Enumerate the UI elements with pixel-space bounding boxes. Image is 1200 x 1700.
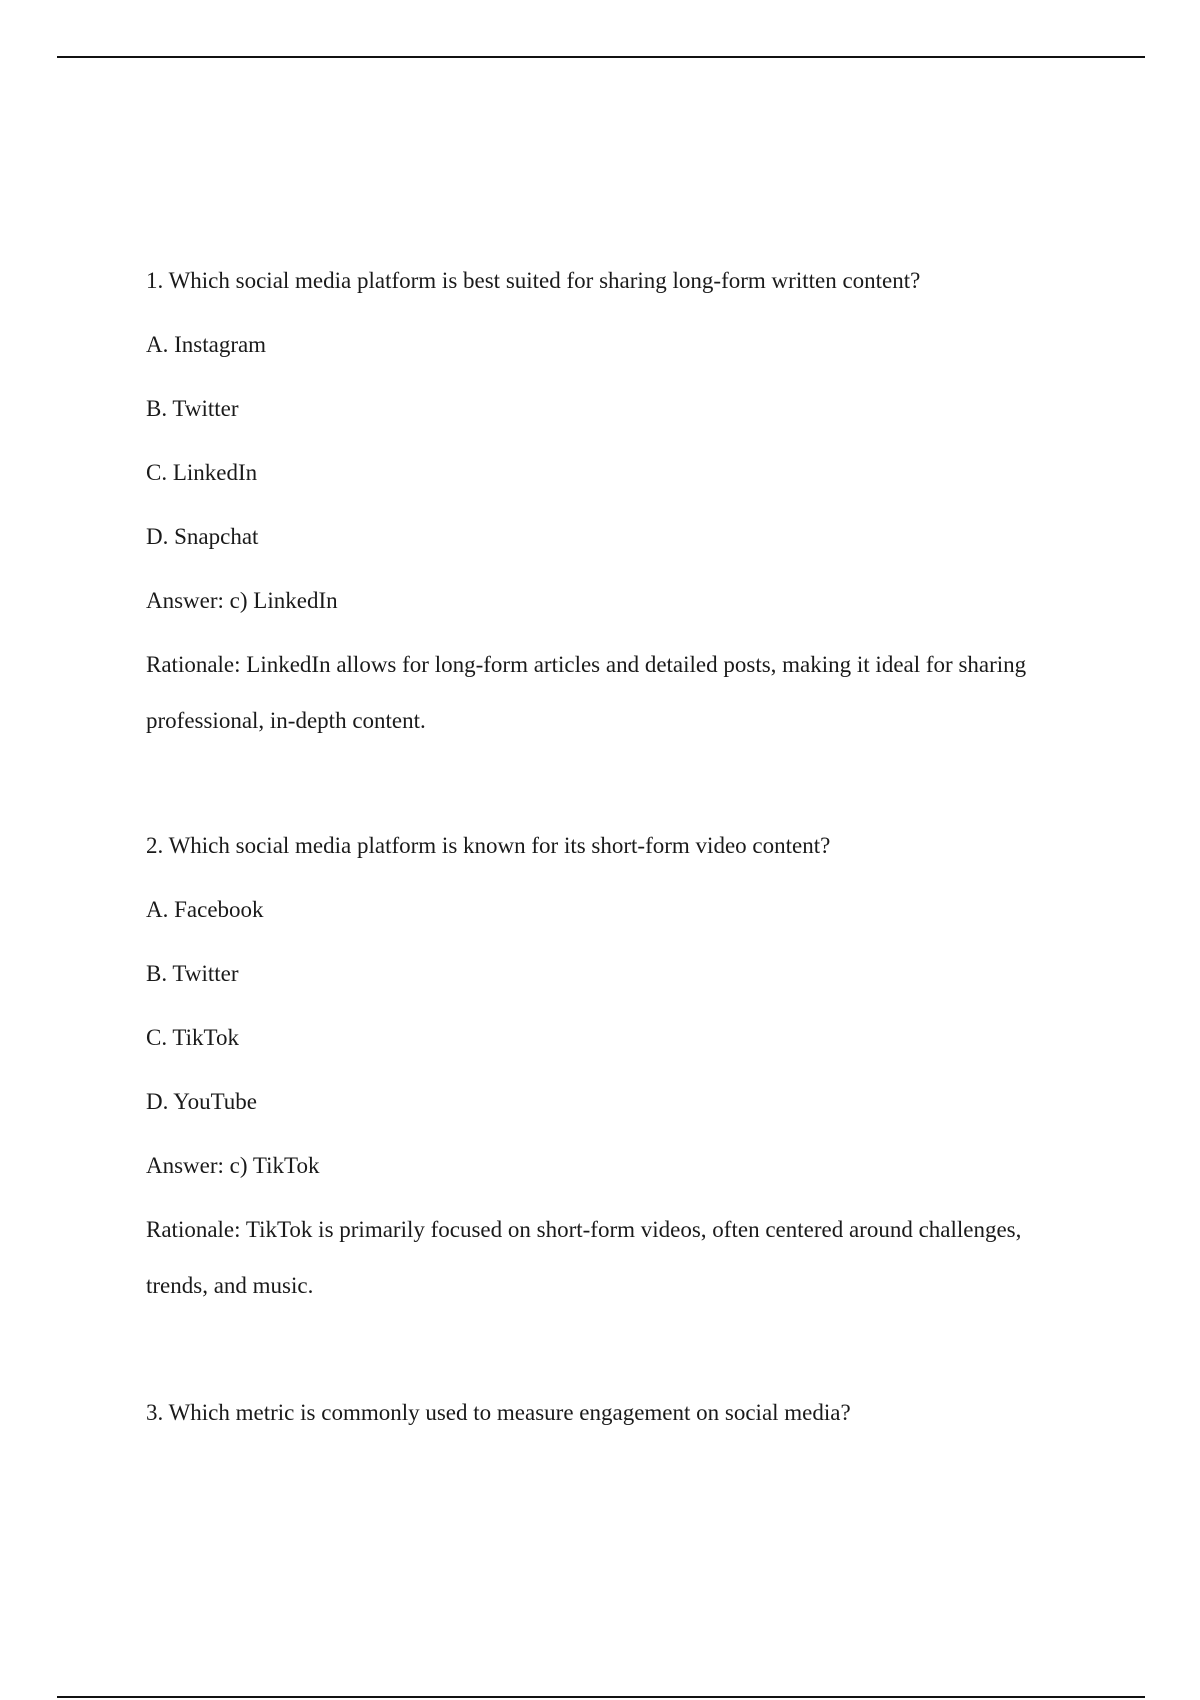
option-d: D. Snapchat (146, 524, 259, 549)
footer-rule (57, 1696, 1145, 1698)
option-c: C. TikTok (146, 1025, 239, 1050)
rationale-text: Rationale: TikTok is primarily focused on short-form videos, often centered around challenges, trends, and music. (146, 1217, 1022, 1298)
rationale-text: Rationale: LinkedIn allows for long-form articles and detailed posts, making it ideal for sharing professional, in-depth content. (146, 652, 1027, 733)
option-b: B. Twitter (146, 396, 239, 421)
question-text: 1. Which social media platform is best suited for sharing long-form written content? (146, 268, 921, 293)
question-text: 2. Which social media platform is known for its short-form video content? (146, 833, 831, 858)
header-rule (57, 56, 1145, 58)
option-d: D. YouTube (146, 1089, 258, 1114)
option-c: C. LinkedIn (146, 460, 258, 485)
option-a: A. Facebook (146, 897, 264, 922)
question-block (146, 830, 1086, 1314)
answer-text: Answer: c) LinkedIn (146, 588, 338, 613)
option-b: B. Twitter (146, 961, 239, 986)
question-block (146, 265, 1086, 749)
question-text: 3. Which metric is commonly used to measure engagement on social media? (146, 1400, 851, 1425)
answer-text: Answer: c) TikTok (146, 1153, 320, 1178)
question-block (146, 1397, 851, 1461)
option-a: A. Instagram (146, 332, 267, 357)
